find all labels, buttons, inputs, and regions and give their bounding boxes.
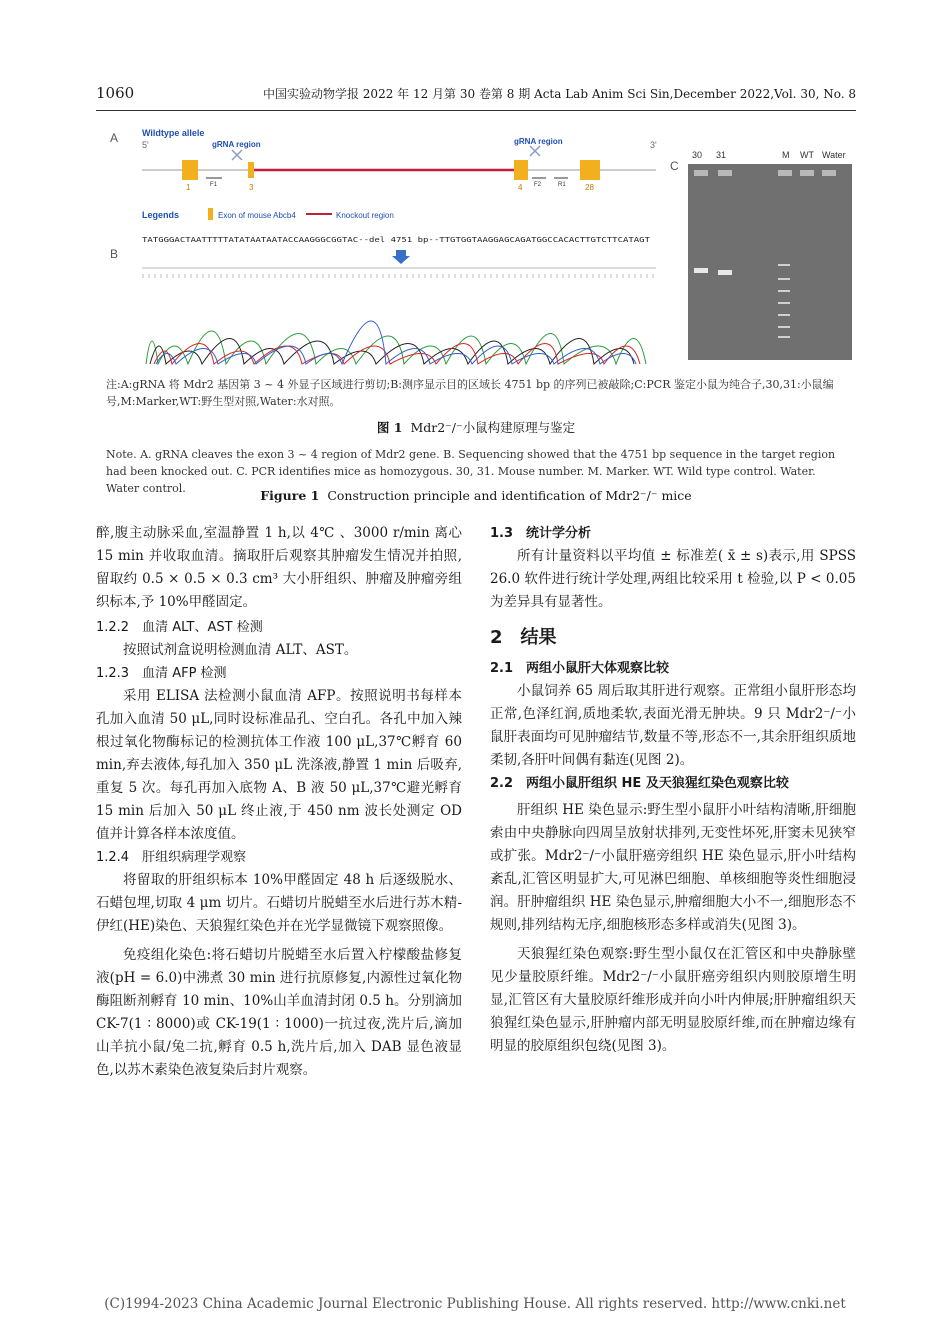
- legend-exon-swatch: [208, 208, 213, 220]
- running-header: [96, 84, 856, 106]
- paragraph-serum-collection: 醉,腹主动脉采血,室温静置 1 h,以 4℃ 、3000 r/min 离心 15 min 并收取血清。摘取肝后观察其肿瘤发生情况并拍照,留取约 0.5 × 0.5 × 0.3 cm³ 大小肝组织、肿瘤及肿瘤旁组织标本,予 10%甲醛固定。: [96, 525, 462, 610]
- gel-lane-label-30: 30: [692, 150, 703, 160]
- grna-region-label-1: gRNA region: [212, 140, 261, 149]
- figure-1: [106, 128, 856, 368]
- chromatogram-trace: [146, 321, 646, 364]
- grna-cut-icon-2: [530, 146, 540, 156]
- exon-4: [514, 160, 528, 180]
- panel-a-label: A: [110, 131, 119, 145]
- gel-lane-label-31: 31: [716, 150, 727, 160]
- exon-28: [580, 160, 600, 180]
- figure-title-cn-text: Mdr2⁻/⁻小鼠构建原理与鉴定: [410, 420, 576, 435]
- exon-1: [182, 160, 198, 180]
- figure-title-en-text: Construction principle and identification of Mdr2⁻/⁻ mice: [327, 488, 692, 503]
- paragraph-alt-ast: 按照试剂盒说明检测血清 ALT、AST。: [123, 642, 358, 658]
- heading-2-results: 2 结果: [490, 627, 557, 648]
- figure-title-cn: [96, 418, 856, 436]
- paragraph-gross-observation: 小鼠饲养 65 周后取其肝进行观察。正常组小鼠肝形态均正常,色泽红润,质地柔软,表面光滑无肿块。9 只 Mdr2⁻/⁻小鼠肝表面均可见肿瘤结节,数量不等,形态不一,其余肝组织质地柔韧,各肝叶间偶有黏连(见图 2)。: [490, 683, 856, 768]
- paragraph-pathology: 将留取的肝组织标本 10%甲醛固定 48 h 后逐级脱水、石蜡包埋,切取 4 μm 切片。石蜡切片脱蜡至水后进行苏木精-伊红(HE)染色、天狼猩红染色并在光学显微镜下观察照像。: [96, 872, 462, 934]
- exon-label-28: 28: [585, 183, 594, 192]
- wildtype-allele-label: Wildtype allele: [142, 128, 205, 138]
- page-number: 1060: [96, 84, 135, 102]
- exon-label-4: 4: [518, 183, 523, 192]
- exon-label-1: 1: [186, 183, 191, 192]
- figure-note-cn: 注:A:gRNA 将 Mdr2 基因第 3 ~ 4 外显子区域进行剪切;B:测序显示目的区域长 4751 bp 的序列已被敲除;C:PCR 鉴定小鼠为纯合子,30,31:小鼠编号,M:Marker,WT:野生型对照,Water:水对照。: [106, 378, 834, 408]
- legend-exon-label: Exon of mouse Abcb4: [218, 211, 296, 220]
- panel-c-label: C: [670, 159, 679, 173]
- paragraph-statistics: 所有计量资料以平均值 ± 标准差( x̄ ± s)表示,用 SPSS 26.0 软件进行统计学处理,两组比较采用 t 检验,以 P < 0.05 为差异具有显著性。: [490, 548, 856, 610]
- heading-2-2: 2.2 两组小鼠肝组织 HE 及天狼猩红染色观察比较: [490, 776, 789, 791]
- primer-f1-label: F1: [210, 182, 218, 188]
- heading-1-2-4: 1.2.4 肝组织病理学观察: [96, 850, 247, 865]
- grna-region-label-2: gRNA region: [514, 137, 563, 146]
- figure-title-cn-label: 图 1: [376, 420, 403, 435]
- heading-2-1: 2.1 两组小鼠肝大体观察比较: [490, 661, 670, 676]
- heading-1-2-2: 1.2.2 血清 ALT、AST 检测: [96, 620, 263, 635]
- exon-label-3: 3: [249, 183, 254, 192]
- panel-b-label: B: [110, 247, 119, 261]
- sequence-text: TATGGGACTAATTTTTATATAATAATACCAAGGGCGGTAC--del 4751 bp--TTGTGGTAAGGAGCAGATGGCCACACTTGTCTTCATAGT: [142, 236, 651, 244]
- three-prime-label: 3': [650, 140, 657, 150]
- figure-note-en: Note. A. gRNA cleaves the exon 3 ~ 4 region of Mdr2 gene. B. Sequencing showed that the 4751 bp sequence in the target region had been knocked out. C. PCR identifies mice as homozygous. 30, 31. Mouse number. M. Marker. WT. Wild type control. Water. Water control.: [106, 448, 836, 495]
- heading-1-3: 1.3 统计学分析: [490, 526, 592, 541]
- gel-lane-label-m: M: [782, 150, 790, 160]
- grna-cut-icon-1: [232, 150, 242, 160]
- legend-knockout-label: Knockout region: [336, 211, 394, 220]
- right-column: [490, 522, 856, 1058]
- gel-lane-label-wt: WT: [800, 150, 814, 160]
- paragraph-afp: 采用 ELISA 法检测小鼠血清 AFP。按照说明书每样本孔加入血清 50 μL,同时设标准品孔、空白孔。各孔中加入辣根过氧化物酶标记的检测抗体工作液 100 μL,37℃孵育 60 min,弃去液体,每孔加入 350 μL 洗涤液,静置 1 min 后吸弃,重复 5 次。每孔再加入底物 A、B 液 50 μL,37℃避光孵育 15 min 后加入 50 μL 终止液,于 450 nm 波长处测定 OD 值并计算各样本浓度值。: [96, 688, 462, 842]
- paragraph-ihc: 免疫组化染色:将石蜡切片脱蜡至水后置入柠檬酸盐修复液(pH = 6.0)中沸煮 30 min 进行抗原修复,内源性过氧化物酶阻断剂孵育 10 min、10%山羊血清封闭 0.5 h。分别滴加 CK-7(1 ∶ 8000)或 CK-19(1 ∶ 1000)一抗过夜,洗片后,滴加山羊抗小鼠/兔二抗,孵育 0.5 h,洗片后,加入 DAB 显色液显色,以苏木素染色液复染后封片观察。: [96, 947, 462, 1078]
- figure-title-en: [96, 488, 856, 503]
- gel-lane-label-water: Water: [822, 150, 846, 160]
- five-prime-label: 5': [142, 140, 149, 150]
- journal-info: 中国实验动物学报 2022 年 12 月第 30 卷第 8 期 Acta Lab Anim Sci Sin,December 2022,Vol. 30, No. 8: [262, 87, 856, 101]
- paragraph-he-staining: 肝组织 HE 染色显示:野生型小鼠肝小叶结构清晰,肝细胞索由中央静脉向四周呈放射状排列,无变性坏死,肝窦未见狭窄或扩张。Mdr2⁻/⁻小鼠肝癌旁组织 HE 染色显示,肝小叶结构紊乱,汇管区明显扩大,可见淋巴细胞、单核细胞等炎性细胞浸润。肝肿瘤组织 HE 染色显示,肿瘤细胞大小不一,细胞形态不规则,排列结构无序,细胞核形态多样或消失(见图 3)。: [490, 802, 856, 933]
- gel-image: [688, 164, 852, 360]
- cut-site-arrow-icon: [392, 250, 410, 264]
- left-column: [96, 522, 462, 1082]
- heading-1-2-3: 1.2.3 血清 AFP 检测: [96, 666, 227, 681]
- primer-f2-label: F2: [534, 182, 542, 188]
- copyright-footer: (C)1994-2023 China Academic Journal Electronic Publishing House. All rights reserved. http://www.cnki.net: [104, 1296, 846, 1312]
- legends-title: Legends: [142, 210, 180, 220]
- exon-3: [248, 162, 254, 178]
- paragraph-sirius-red: 天狼猩红染色观察:野生型小鼠仅在汇管区和中央静脉壁见少量胶原纤维。Mdr2⁻/⁻小鼠肝癌旁组织内则胶原增生明显,汇管区有大量胶原纤维形成并向小叶内伸展;肝肿瘤组织天狼猩红染色显示,肝肿瘤内部无明显胶原纤维,而在肿瘤边缘有明显的胶原组织包绕(见图 3)。: [490, 946, 856, 1054]
- header-rule: [96, 110, 856, 111]
- primer-r1-label: R1: [558, 182, 566, 188]
- figure-title-en-label: Figure 1: [260, 488, 320, 503]
- figure-1-graphic: [106, 128, 856, 368]
